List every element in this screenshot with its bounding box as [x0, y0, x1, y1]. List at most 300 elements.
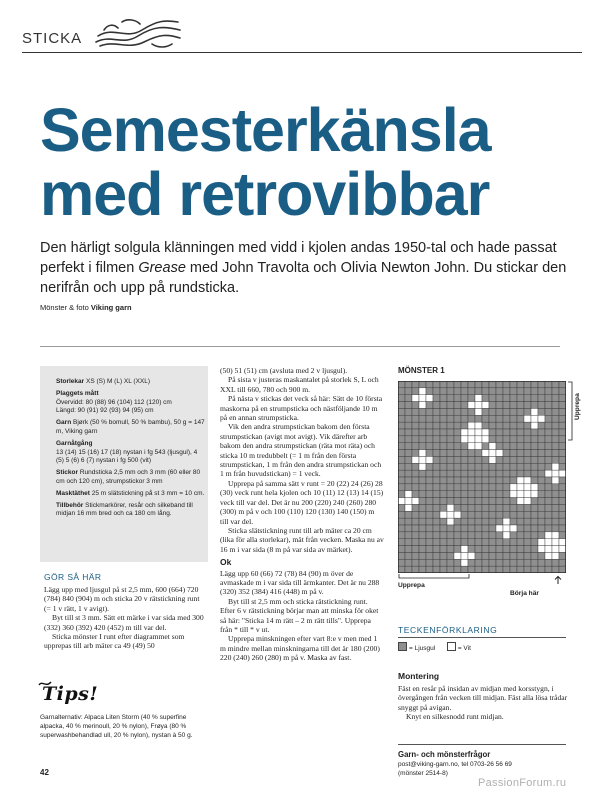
chart-cell: [419, 491, 426, 498]
chart-cell: [545, 415, 552, 422]
chart-cell: [468, 388, 475, 395]
chart-cell: [559, 484, 566, 491]
chart-cell: [398, 498, 405, 505]
chart-cell: [531, 443, 538, 450]
chart-cell: [426, 546, 433, 553]
chart-cell: [559, 552, 566, 559]
chart-cell: [503, 456, 510, 463]
chart-cell: [524, 395, 531, 402]
content-divider: [40, 346, 560, 347]
chart-cell: [524, 450, 531, 457]
notions-label: Tillbehör: [56, 501, 84, 509]
chart-cell: [433, 415, 440, 422]
instructions-paragraph: På nästa v stickas det veck så här: Sätt de 10 första maskorna på en strumpsticka och nästföljande 10 m på en annan strumpsticka.: [220, 394, 383, 423]
chart-cell: [510, 463, 517, 470]
chart-repeat-bottom-label: Upprepa: [398, 582, 425, 589]
chart-cell: [461, 422, 468, 429]
chart-cell: [531, 402, 538, 409]
chart-cell: [552, 415, 559, 422]
chart-cell: [405, 525, 412, 532]
chart-cell: [419, 546, 426, 553]
lead-paragraph: [40, 238, 575, 298]
title-line-2: med retrovibbar: [40, 160, 490, 228]
chart-cell: [398, 566, 405, 573]
chart-cell: [531, 559, 538, 566]
instructions-paragraph: På sista v justeras maskantalet på storlek S, L och XXL till 660, 780 och 900 m.: [220, 375, 379, 394]
chart-cell: [426, 456, 433, 463]
chart-cell: [510, 470, 517, 477]
chart-cell: [496, 402, 503, 409]
chart-cell: [559, 498, 566, 505]
chart-cell: [482, 415, 489, 422]
chart-cell: [447, 566, 454, 573]
chart-cell: [552, 539, 559, 546]
chart-cell: [412, 518, 419, 525]
chart-cell: [405, 463, 412, 470]
chart-cell: [489, 504, 496, 511]
chart-cell: [454, 477, 461, 484]
instructions-col2: [220, 366, 384, 663]
chart-cell: [468, 518, 475, 525]
chart-cell: [510, 539, 517, 546]
chart-cell: [426, 552, 433, 559]
chart-cell: [538, 504, 545, 511]
chart-cell: [524, 402, 531, 409]
chart-cell: [496, 552, 503, 559]
chart-cell: [503, 566, 510, 573]
chart-cell: [475, 566, 482, 573]
chart-cell: [426, 491, 433, 498]
chart-cell: [496, 518, 503, 525]
chart-cell: [538, 518, 545, 525]
chart-cell: [489, 470, 496, 477]
chart-cell: [398, 484, 405, 491]
chart-cell: [531, 470, 538, 477]
chart-cell: [517, 429, 524, 436]
chart-cell: [545, 443, 552, 450]
chart-cell: [538, 436, 545, 443]
chart-cell: [426, 415, 433, 422]
chart-cell: [398, 546, 405, 553]
chart-cell: [510, 408, 517, 415]
instructions-paragraph: (50) 51 (51) cm (avsluta med 2 v ljusgul).: [220, 366, 348, 375]
chart-cell: [503, 463, 510, 470]
chart-cell: [559, 511, 566, 518]
lead-film-title: Grease: [138, 260, 186, 276]
chart-cell: [524, 518, 531, 525]
chart-cell: [545, 395, 552, 402]
chart-cell: [454, 470, 461, 477]
chart-cell: [405, 566, 412, 573]
chart-cell: [559, 422, 566, 429]
chart-cell: [517, 450, 524, 457]
chart-cell: [552, 381, 559, 388]
tips-text: Garnalternativ: Alpaca Liten Storm (40 % superfine alpacka, 40 % merinoull, 20 % nylon), Frøya (80 % superwashbehandlad ull, 20 % nylon), nystan à 50 g.: [40, 714, 193, 739]
chart-cell: [545, 498, 552, 505]
chart-cell: [454, 559, 461, 566]
chart-cell: [531, 518, 538, 525]
chart-cell: [461, 552, 468, 559]
chart-cell: [503, 402, 510, 409]
chart-cell: [454, 381, 461, 388]
chart-cell: [524, 566, 531, 573]
chart-cell: [475, 552, 482, 559]
chart-cell: [517, 504, 524, 511]
chart-cell: [440, 552, 447, 559]
chart-cell: [510, 552, 517, 559]
chart-cell: [503, 443, 510, 450]
chart-cell: [461, 532, 468, 539]
chart-cell: [538, 450, 545, 457]
chart-cell: [545, 450, 552, 457]
chart-cell: [447, 408, 454, 415]
chart-cell: [552, 388, 559, 395]
chart-cell: [405, 402, 412, 409]
chart-cell: [552, 450, 559, 457]
chart-cell: [517, 484, 524, 491]
chart-cell: [440, 395, 447, 402]
chart-cell: [559, 463, 566, 470]
chart-cell: [440, 511, 447, 518]
chart-cell: [426, 525, 433, 532]
chart-cell: [398, 477, 405, 484]
instructions-paragraph: Lägg upp med ljusgul på st 2,5 mm, 600 (664) 720 (784) 840 (904) m och sticka 20 v rätstickning runt (= 1 v rätt, 1 v avigt).: [44, 585, 200, 613]
chart-cell: [398, 395, 405, 402]
chart-cell: [475, 402, 482, 409]
chart-cell: [426, 436, 433, 443]
chart-cell: [510, 532, 517, 539]
legend-swatch-white: [447, 642, 456, 651]
chart-cell: [517, 566, 524, 573]
chart-cell: [398, 511, 405, 518]
chart-cell: [433, 470, 440, 477]
chart-cell: [440, 436, 447, 443]
chart-cell: [405, 477, 412, 484]
chart-cell: [461, 402, 468, 409]
chart-cell: [496, 491, 503, 498]
chart-cell: [398, 450, 405, 457]
chart-cell: [433, 511, 440, 518]
chart-cell: [447, 429, 454, 436]
chart-cell: [552, 436, 559, 443]
chart-cell: [419, 436, 426, 443]
chart-cell: [531, 498, 538, 505]
chart-cell: [510, 402, 517, 409]
credit-label: Mönster & foto: [40, 303, 91, 312]
chart-cell: [440, 546, 447, 553]
chart-cell: [524, 546, 531, 553]
chart-cell: [559, 559, 566, 566]
chart-cell: [517, 381, 524, 388]
chart-cell: [545, 429, 552, 436]
chart-cell: [489, 388, 496, 395]
chart-cell: [482, 566, 489, 573]
chart-cell: [559, 429, 566, 436]
needles-value: Rundsticka 2,5 mm och 3 mm (60 eller 80 cm och 120 cm), strumpstickor 3 mm: [56, 469, 201, 485]
measurements-label: Plaggets mått: [56, 389, 99, 397]
chart-cell: [461, 539, 468, 546]
chart-cell: [440, 477, 447, 484]
chart-cell: [496, 498, 503, 505]
chart-cell: [412, 463, 419, 470]
chart-cell: [475, 436, 482, 443]
chart-cell: [447, 422, 454, 429]
chart-cell: [496, 532, 503, 539]
yoke-heading: Ok: [220, 557, 232, 568]
chart-cell: [482, 477, 489, 484]
chart-cell: [419, 518, 426, 525]
chart-cell: [559, 395, 566, 402]
chart-cell: [552, 518, 559, 525]
chart-cell: [419, 559, 426, 566]
chart-cell: [552, 422, 559, 429]
chart-cell: [433, 463, 440, 470]
chart-cell: [559, 477, 566, 484]
chart-cell: [447, 470, 454, 477]
chart-cell: [496, 381, 503, 388]
chart-cell: [489, 443, 496, 450]
chart-cell: [412, 546, 419, 553]
chart-cell: [468, 422, 475, 429]
chart-cell: [426, 532, 433, 539]
chart-cell: [419, 429, 426, 436]
chart-cell: [559, 532, 566, 539]
chart-cell: [405, 470, 412, 477]
chart-cell: [440, 484, 447, 491]
chart-cell: [545, 552, 552, 559]
chart-cell: [419, 477, 426, 484]
chart-cell: [489, 422, 496, 429]
chart-cell: [538, 395, 545, 402]
chart-cell: [405, 559, 412, 566]
chart-cell: [405, 498, 412, 505]
chart-cell: [496, 388, 503, 395]
chart-cell: [496, 539, 503, 546]
chart-cell: [489, 518, 496, 525]
chart-cell: [538, 498, 545, 505]
chart-cell: [440, 429, 447, 436]
chart-cell: [517, 498, 524, 505]
chart-cell: [545, 566, 552, 573]
chart-cell: [482, 498, 489, 505]
chart-cell: [468, 532, 475, 539]
chart-cell: [468, 463, 475, 470]
chart-cell: [461, 443, 468, 450]
chart-cell: [503, 429, 510, 436]
chart-cell: [440, 450, 447, 457]
chart-cell: [461, 463, 468, 470]
chart-repeat-bracket: [568, 381, 574, 441]
yarn-amount-value: 13 (14) 15 (16) 17 (18) nystan i fg 543 (ljusgul), 4 (5) 5 (6) 6 (7) nystan i fg 500 (vit): [56, 448, 198, 465]
chart-cell: [419, 532, 426, 539]
chart-cell: [454, 484, 461, 491]
chart-cell: [405, 436, 412, 443]
chart-cell: [433, 491, 440, 498]
chart-cell: [405, 456, 412, 463]
chart-cell: [496, 415, 503, 422]
gauge-label: Masktäthet: [56, 489, 90, 497]
gauge-value: 25 m slätstickning på st 3 mm = 10 cm.: [89, 489, 205, 497]
chart-cell: [475, 498, 482, 505]
chart-cell: [412, 484, 419, 491]
chart-cell: [531, 504, 538, 511]
chart-cell: [482, 470, 489, 477]
chart-cell: [517, 456, 524, 463]
chart-cell: [433, 484, 440, 491]
chart-cell: [419, 484, 426, 491]
chart-cell: [489, 539, 496, 546]
chart-cell: [559, 470, 566, 477]
chart-cell: [426, 388, 433, 395]
chart-cell: [524, 525, 531, 532]
chart-cell: [510, 518, 517, 525]
chart-cell: [510, 525, 517, 532]
chart-cell: [538, 456, 545, 463]
chart-cell: [405, 450, 412, 457]
chart-cell: [559, 381, 566, 388]
chart-cell: [482, 463, 489, 470]
chart-cell: [412, 450, 419, 457]
chart-cell: [419, 566, 426, 573]
instructions-paragraph: Upprepa på samma sätt v runt = 20 (22) 24 (26) 28 (30) veck runt hela kjolen och 10 (11) 12 (13) 14 (15) veck till var del. Det är nu 200 (220) 240 (260) 280 (300) m på v och 100 (110) 120 (130) 140 (150) m till var del.: [220, 478, 384, 526]
chart-cell: [517, 532, 524, 539]
chart-cell: [412, 395, 419, 402]
chart-cell: [552, 408, 559, 415]
chart-cell: [531, 484, 538, 491]
chart-cell: [468, 484, 475, 491]
chart-cell: [440, 388, 447, 395]
chart-cell: [503, 552, 510, 559]
chart-cell: [440, 539, 447, 546]
chart-cell: [503, 470, 510, 477]
chart-cell: [538, 408, 545, 415]
chart-cell: [489, 415, 496, 422]
chart-cell: [419, 408, 426, 415]
chart-cell: [447, 504, 454, 511]
chart-cell: [454, 511, 461, 518]
chart-cell: [503, 518, 510, 525]
instructions-paragraph: Byt till st 3 mm. Sätt ett märke i var sida med 300 (332) 360 (392) 420 (452) m till var del.: [44, 613, 204, 632]
chart-cell: [405, 491, 412, 498]
chart-cell: [524, 436, 531, 443]
chart-cell: [454, 415, 461, 422]
chart-cell: [517, 388, 524, 395]
chart-cell: [517, 546, 524, 553]
chart-cell: [454, 566, 461, 573]
chart-cell: [461, 395, 468, 402]
chart-cell: [454, 388, 461, 395]
chart-cell: [419, 463, 426, 470]
chart-cell: [454, 395, 461, 402]
chart-cell: [447, 456, 454, 463]
chart-cell: [503, 504, 510, 511]
chart-cell: [398, 504, 405, 511]
chart-cell: [496, 477, 503, 484]
chart-cell: [419, 381, 426, 388]
chart-cell: [454, 532, 461, 539]
chart-cell: [545, 436, 552, 443]
chart-cell: [559, 388, 566, 395]
chart-cell: [538, 566, 545, 573]
chart-cell: [531, 552, 538, 559]
chart-cell: [531, 511, 538, 518]
page-title: [40, 98, 580, 226]
chart-cell: [559, 456, 566, 463]
chart-cell: [524, 552, 531, 559]
chart-cell: [433, 395, 440, 402]
chart-cell: [468, 381, 475, 388]
chart-cell: [510, 450, 517, 457]
chart-cell: [482, 552, 489, 559]
chart-cell: [426, 422, 433, 429]
chart-cell: [503, 388, 510, 395]
chart-cell: [426, 463, 433, 470]
chart-cell: [482, 539, 489, 546]
chart-cell: [510, 456, 517, 463]
chart-cell: [412, 525, 419, 532]
instructions-heading: GÖR SÅ HÄR: [44, 572, 102, 582]
chart-cell: [538, 443, 545, 450]
chart-cell: [482, 518, 489, 525]
chart-cell: [433, 450, 440, 457]
chart-cell: [489, 408, 496, 415]
chart-cell: [552, 477, 559, 484]
chart-cell: [433, 388, 440, 395]
chart-cell: [496, 511, 503, 518]
chart-cell: [475, 450, 482, 457]
chart-cell: [545, 388, 552, 395]
chart-cell: [524, 443, 531, 450]
chart-cell: [440, 491, 447, 498]
chart-cell: [447, 518, 454, 525]
chart-cell: [419, 443, 426, 450]
chart-cell: [412, 566, 419, 573]
legend-item-white: = Vit: [457, 645, 471, 652]
chart-cell: [454, 491, 461, 498]
chart-cell: [510, 498, 517, 505]
chart-cell: [412, 504, 419, 511]
chart-cell: [552, 470, 559, 477]
chart-cell: [454, 504, 461, 511]
chart-cell: [489, 450, 496, 457]
chart-cell: [538, 559, 545, 566]
chart-cell: [433, 402, 440, 409]
chart-cell: [524, 429, 531, 436]
assembly-heading: Montering: [398, 671, 440, 681]
legend: [398, 642, 471, 652]
chart-cell: [538, 415, 545, 422]
chart-cell: [398, 552, 405, 559]
chart-cell: [461, 477, 468, 484]
chart-cell: [531, 491, 538, 498]
chart-cell: [503, 450, 510, 457]
chart-cell: [419, 450, 426, 457]
chart-cell: [475, 518, 482, 525]
chart-cell: [552, 429, 559, 436]
chart-cell: [412, 456, 419, 463]
chart-cell: [412, 422, 419, 429]
chart-cell: [412, 559, 419, 566]
chart-cell: [559, 566, 566, 573]
chart-cell: [426, 443, 433, 450]
legend-item-yellow: = Ljusgul: [409, 645, 436, 652]
chart-cell: [552, 559, 559, 566]
chart-cell: [468, 402, 475, 409]
chart-cell: [461, 498, 468, 505]
chart-cell: [559, 450, 566, 457]
chart-cell: [517, 518, 524, 525]
chart-cell: [461, 381, 468, 388]
